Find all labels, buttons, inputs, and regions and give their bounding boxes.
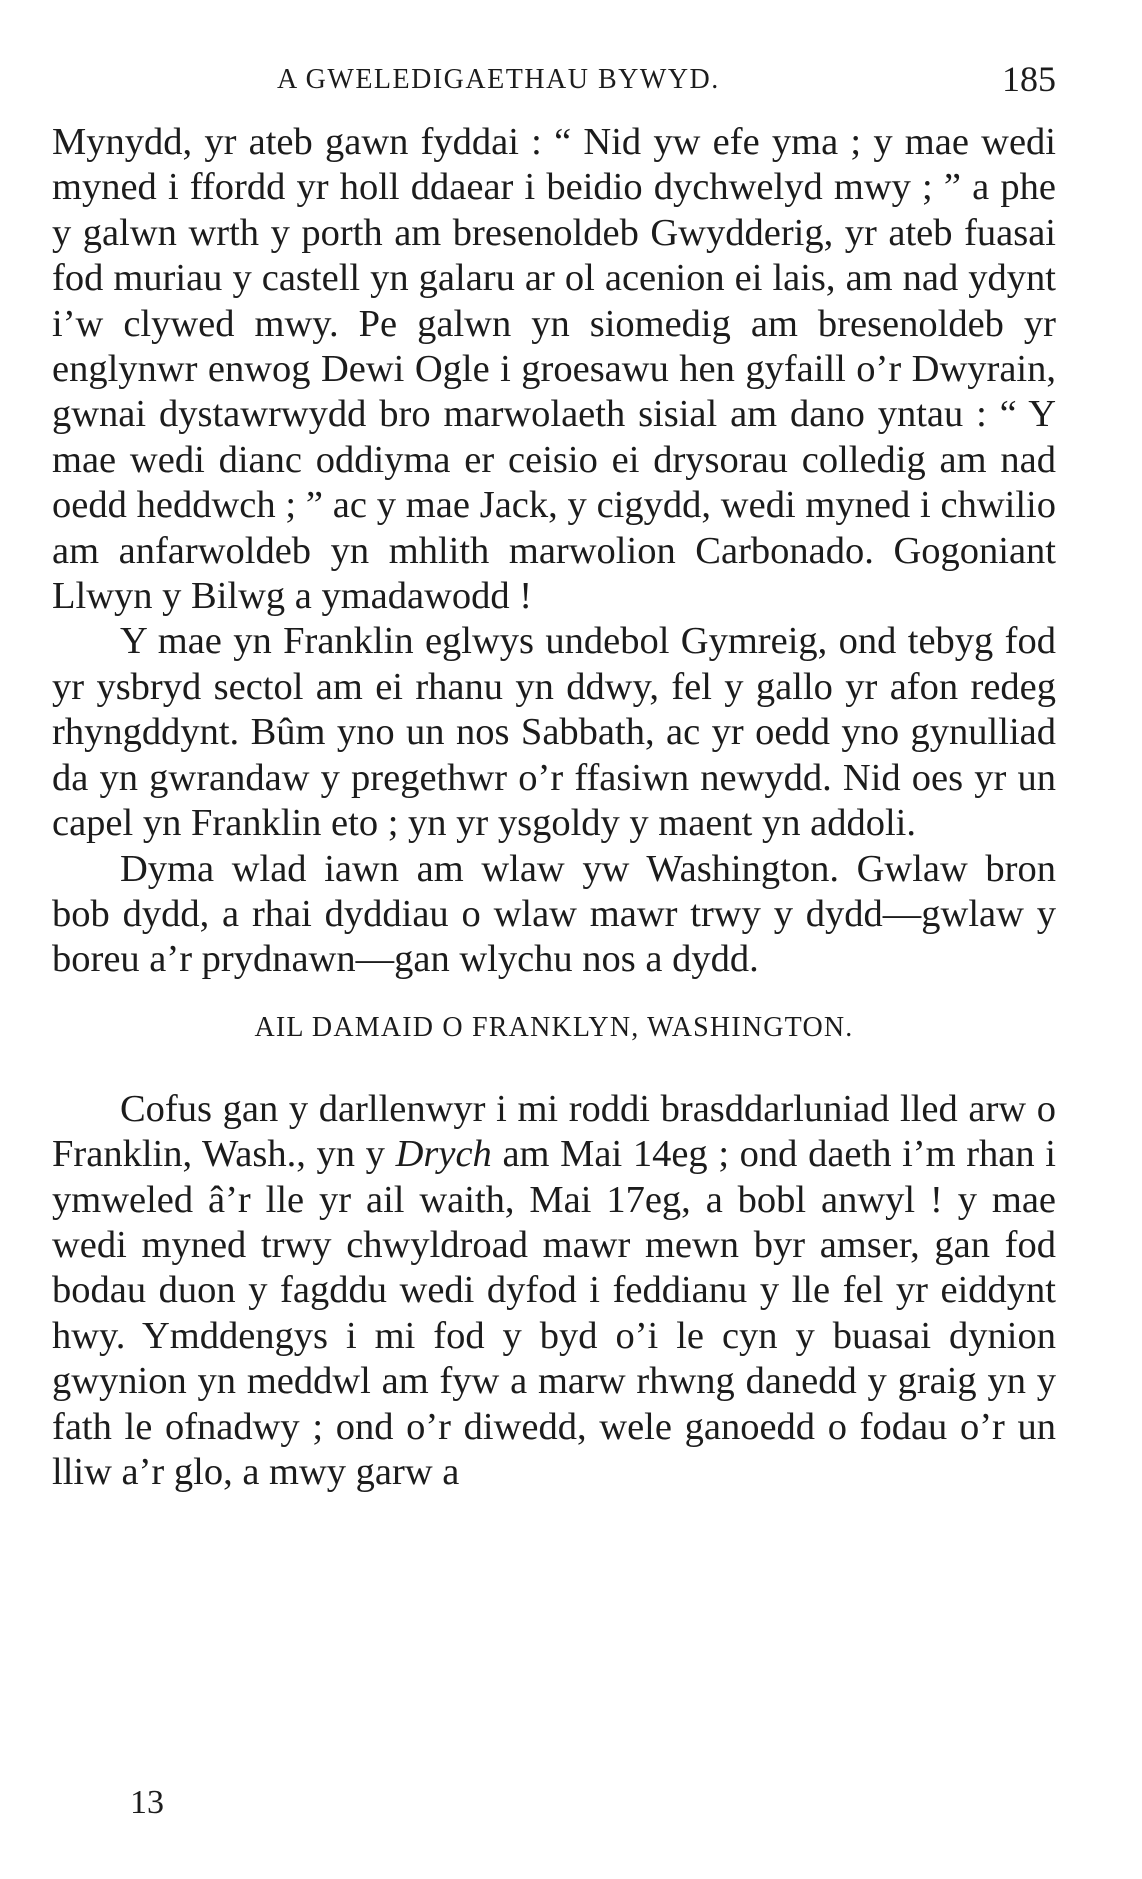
body-text [52, 120, 1056, 1495]
paragraph [52, 1087, 1056, 1496]
paragraph-text: Cofus gan y darllenwyr i mi roddi brasddarluniad lled arw o Franklin, Wash., yn y [52, 1087, 1056, 1176]
paragraph: Y mae yn Franklin eglwys undebol Gymreig, ond tebyg fod yr ysbryd sectol am ei rhanu yn ddwy, fel y gallo yr afon redeg rhyngddynt. Bûm yno un nos Sabbath, ac yr oedd yno gynulliad da yn gwrandaw y pregethwr o’r ffasiwn newydd. Nid oes yr un capel yn Franklin eto ; yn yr ysgoldy y maent yn addoli. [52, 620, 1056, 845]
paragraph-text: am Mai 14eg ; ond daeth i’m rhan i ymweled â’r lle yr ail waith, Mai 17eg, a bobl anwyl ! y mae wedi myned trwy chwyldroad mawr mewn byr amser, gan fod bodau duon y fagddu wedi dyfod i feddianu y lle fel yr eiddynt hwy. Ymddengys i mi fod y byd o’i le cyn y buasai dynion gwynion yn meddwl am fyw a marw rhwng danedd y graig yn y fath le ofnadwy ; ond o’r diwedd, wele ganoedd o fodau o’r un lliw a’r glo, a mwy garw a [52, 1133, 1056, 1493]
paragraph: Dyma wlad iawn am wlaw yw Washington. Gwlaw bron bob dydd, a rhai dyddiau o wlaw mawr trwy y dydd—gwlaw y boreu a’r prydnawn—gan wlychu nos a dydd. [52, 847, 1056, 981]
signature-mark: 13 [130, 1784, 164, 1821]
page-number: 185 [1002, 59, 1056, 99]
section-heading: AIL DAMAID O FRANKLYN, WASHINGTON. [254, 1011, 854, 1043]
page-header [52, 58, 1056, 106]
newspaper-title: Drych [395, 1133, 492, 1176]
running-title: A GWELEDIGAETHAU BYWYD. [277, 64, 720, 95]
paragraph: Mynydd, yr ateb gawn fyddai : “ Nid yw efe yma ; y mae wedi myned i ffordd yr holl ddaear i beidio dychwelyd mwy ; ” a phe y galwn wrth y porth am bresenoldeb Gwydderig, yr ateb fuasai fod muriau y castell yn galaru ar ol acenion ei lais, am nad ydynt i’w clywed mwy. Pe galwn yn siomedig am bresenoldeb yr englynwr enwog Dewi Ogle i groesawu hen gyfaill o’r Dwyrain, gwnai dystawrwydd bro marwolaeth sisial am dano yntau : “ Y mae wedi dianc oddiyma er ceisio ei drysorau colledig am nad oedd heddwch ; ” ac y mae Jack, y cigydd, wedi myned i chwilio am anfarwoldeb yn mhlith marwolion Carbonado. Gogoniant Llwyn y Bilwg a ymadawodd ! [52, 121, 1056, 618]
